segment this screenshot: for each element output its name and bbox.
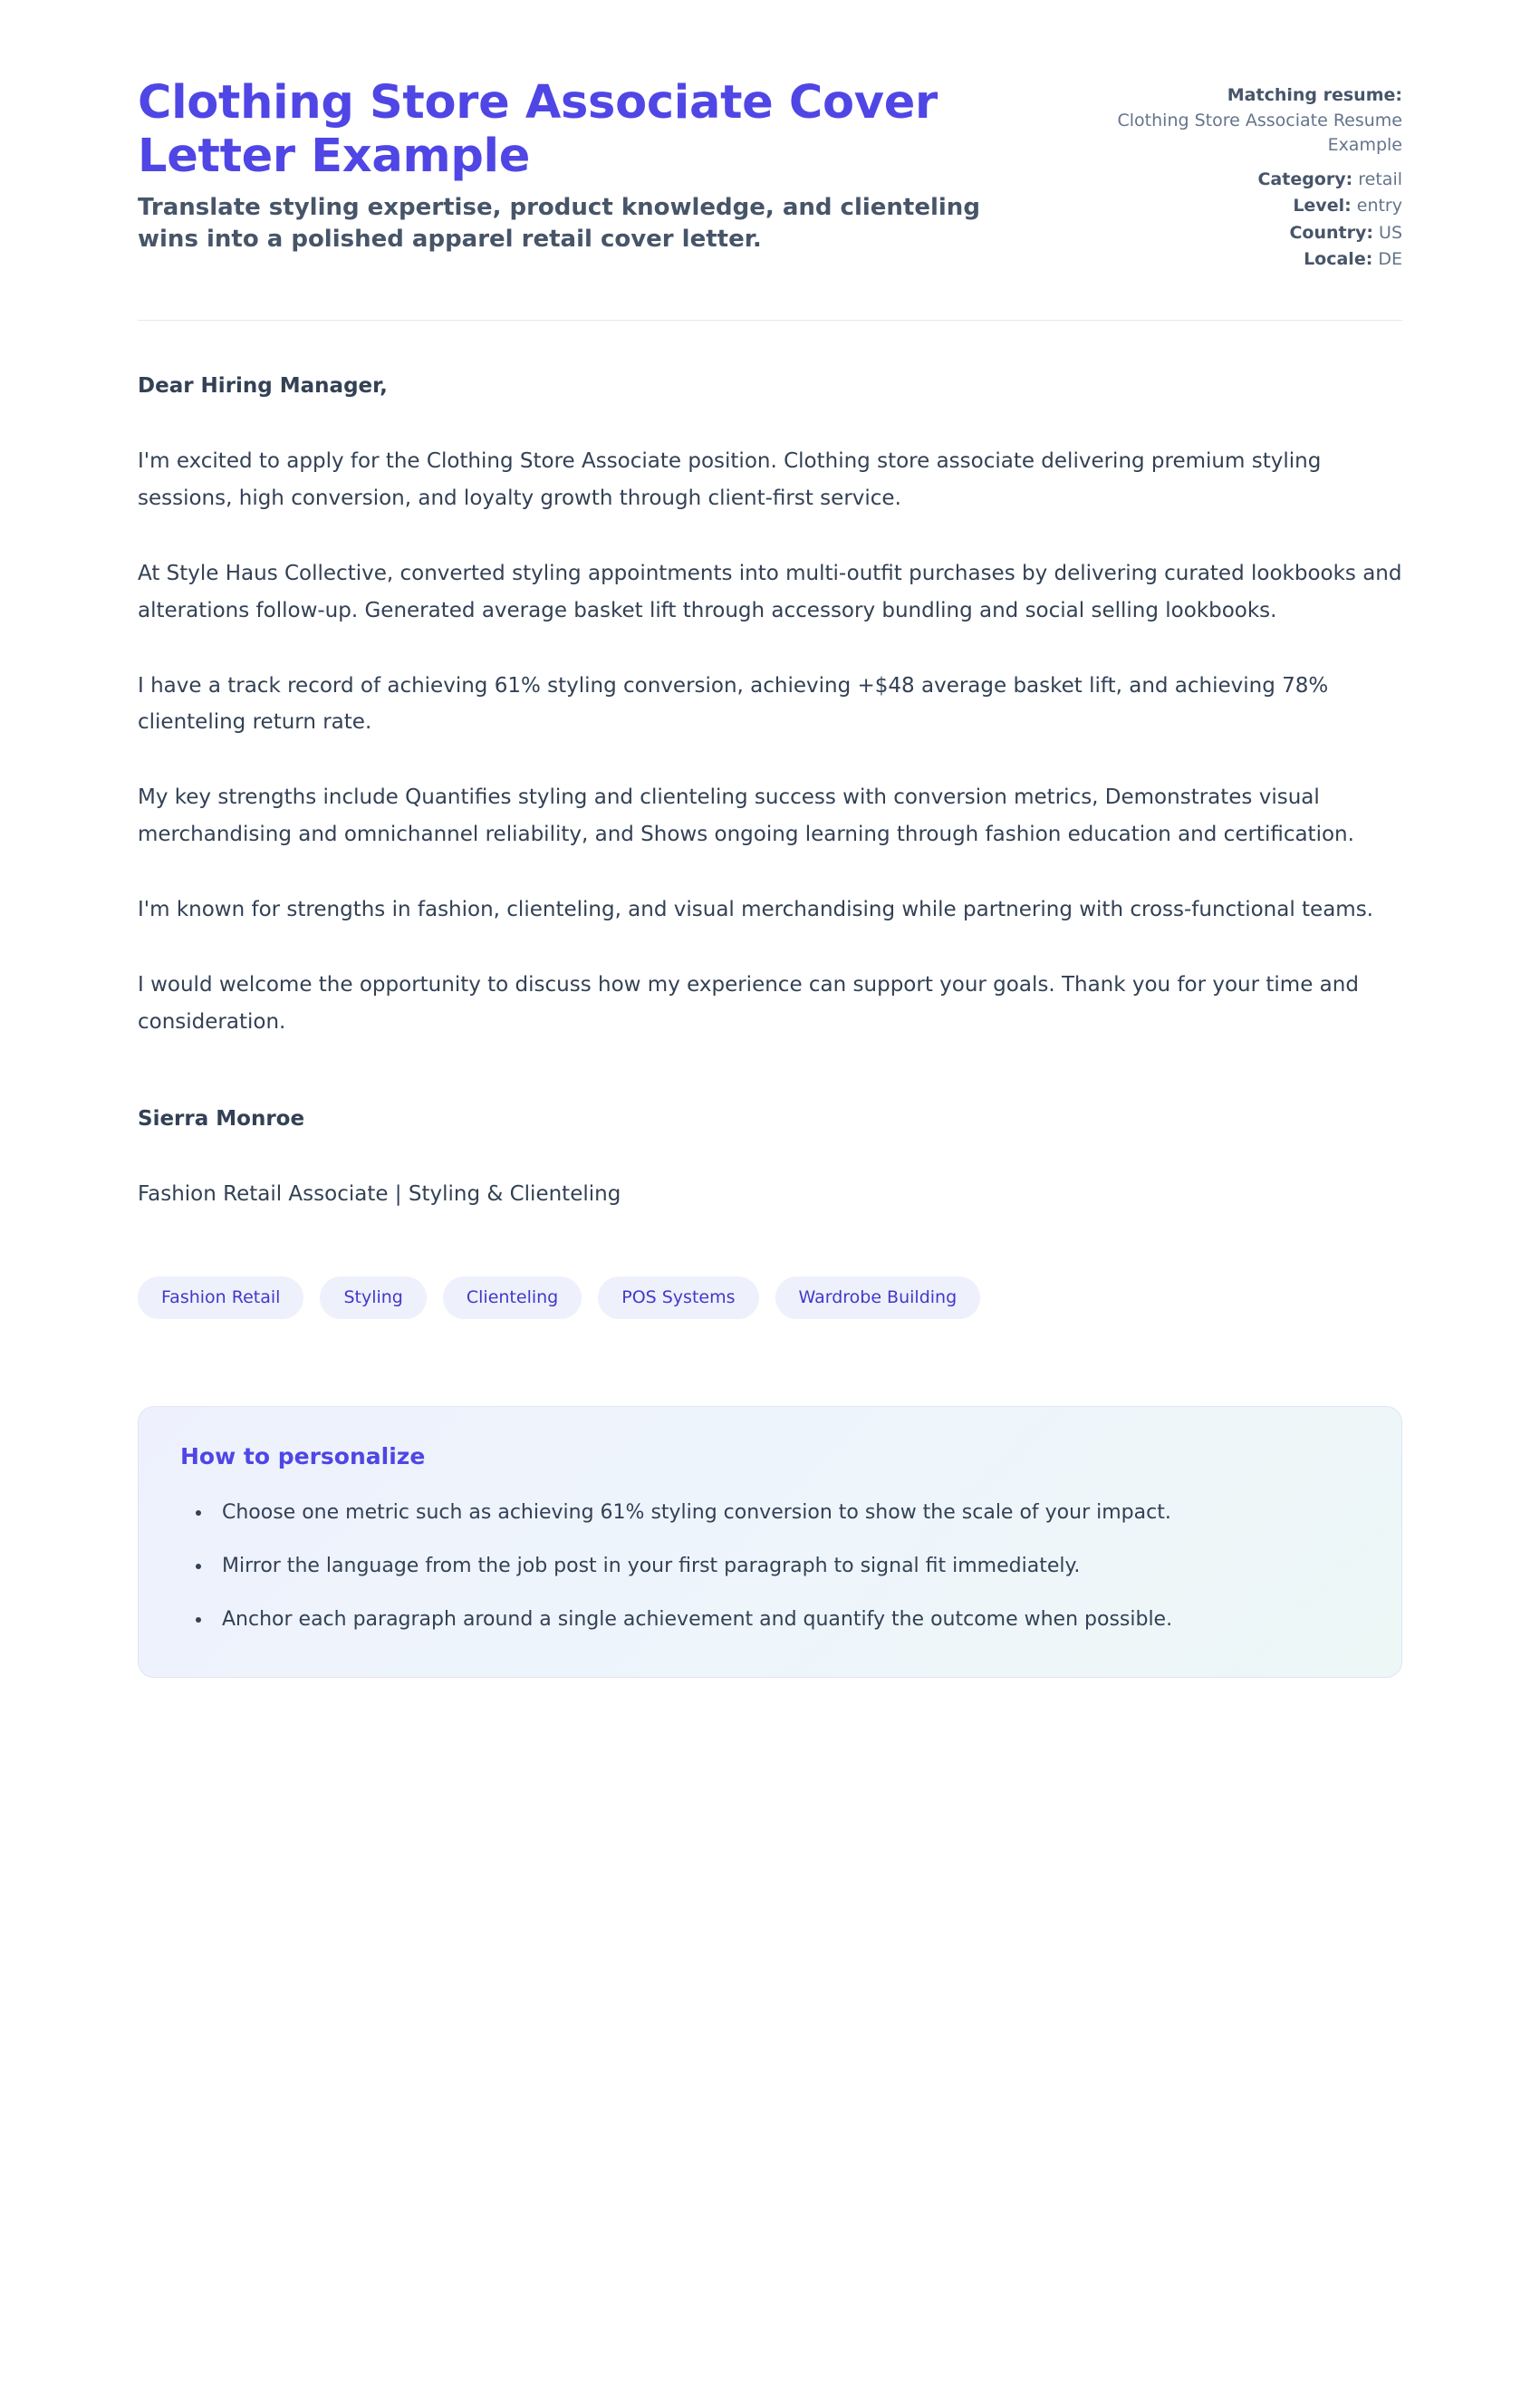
callout-list [180, 1497, 1360, 1637]
skill-tag[interactable]: POS Systems [598, 1277, 758, 1319]
meta-matching-resume-label: Matching resume: [1227, 85, 1402, 105]
letter-paragraph: I'm known for strengths in fashion, clienteling, and visual merchandising while partnering with cross-functional teams. [138, 898, 1373, 922]
meta-locale [1080, 247, 1402, 273]
personalize-callout [138, 1406, 1402, 1678]
meta-level [1080, 194, 1402, 219]
meta-country [1080, 221, 1402, 246]
list-item: • Anchor each paragraph around a single achievement and quantify the outcome when possible. [213, 1604, 1360, 1637]
meta-category [1080, 168, 1402, 193]
skill-tag-list [138, 1277, 1402, 1319]
meta-matching-resume-value[interactable]: Clothing Store Associate Resume Example [1117, 110, 1402, 156]
meta-locale-value: DE [1378, 249, 1402, 270]
page-subtitle: Translate styling expertise, product knowledge, and clienteling wins into a polished apparel retail cover letter. [138, 194, 980, 254]
meta-level-value: entry [1356, 196, 1402, 217]
header-divider [138, 320, 1402, 321]
letter-paragraph: I have a track record of achieving 61% styling conversion, achieving +$48 average basket lift, and achieving 78% clienteling return rate. [138, 673, 1329, 735]
signature-block [138, 1101, 1402, 1213]
skill-tag[interactable]: Fashion Retail [138, 1277, 303, 1319]
header-text-block [138, 65, 1044, 256]
letter-paragraph: At Style Haus Collective, converted styling appointments into multi-outfit purchases by delivering curated lookbooks and alterations follow-up. Generated average basket lift through accessory bundling and social selling lookbooks. [138, 561, 1402, 622]
document-meta [1080, 65, 1402, 275]
skill-tag[interactable]: Clienteling [443, 1277, 582, 1319]
letter-salutation: Dear Hiring Manager, [138, 373, 388, 398]
letter-paragraph: I would welcome the opportunity to discuss how my experience can support your goals. Thank you for your time and consideration. [138, 973, 1359, 1035]
meta-level-label: Level: [1293, 196, 1352, 217]
meta-locale-label: Locale: [1304, 249, 1373, 270]
skill-tag[interactable]: Wardrobe Building [775, 1277, 981, 1319]
list-item: • Choose one metric such as achieving 61% styling conversion to show the scale of your impact. [213, 1497, 1360, 1530]
page-title: Clothing Store Associate Cover Letter Example [138, 76, 938, 184]
letter-paragraph: My key strengths include Quantifies styling and clienteling success with conversion metrics, Demonstrates visual merchandising and omnichannel reliability, and Shows ongoing learning through fashion education and certification. [138, 785, 1354, 847]
letter-paragraph: I'm excited to apply for the Clothing Store Associate position. Clothing store associate delivering premium styling sessions, high conversion, and loyalty growth through client-first service. [138, 448, 1322, 510]
cover-letter-body [138, 368, 1402, 1213]
meta-country-label: Country: [1289, 222, 1373, 243]
signature-role: Fashion Retail Associate | Styling & Clienteling [138, 1182, 621, 1207]
skill-tag[interactable]: Styling [320, 1277, 426, 1319]
meta-category-label: Category: [1257, 169, 1353, 189]
document-header [138, 65, 1402, 275]
meta-country-value: US [1379, 222, 1402, 243]
list-item: • Mirror the language from the job post in your first paragraph to signal fit immediately. [213, 1550, 1360, 1584]
signature-name: Sierra Monroe [138, 1107, 305, 1132]
callout-title: How to personalize [180, 1442, 426, 1469]
meta-category-value: retail [1358, 169, 1402, 189]
